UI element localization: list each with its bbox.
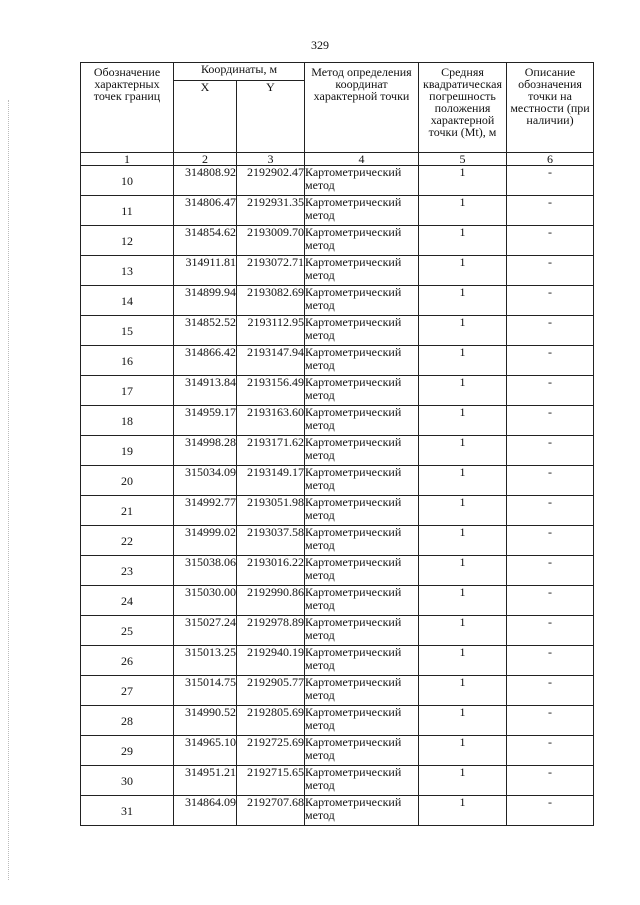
error-cell: 1 bbox=[419, 706, 507, 736]
y-coordinate-cell: 2193171.62 bbox=[237, 436, 305, 466]
y-coordinate-cell: 2193009.70 bbox=[237, 226, 305, 256]
y-coordinate-cell: 2193072.71 bbox=[237, 256, 305, 286]
method-cell: Картометрический метод bbox=[305, 736, 419, 766]
description-cell: - bbox=[507, 256, 594, 286]
method-cell: Картометрический метод bbox=[305, 346, 419, 376]
y-coordinate-cell: 2192805.69 bbox=[237, 706, 305, 736]
table-row bbox=[81, 646, 594, 676]
description-cell: - bbox=[507, 376, 594, 406]
table-row bbox=[81, 256, 594, 286]
point-id-cell: 11 bbox=[81, 196, 174, 226]
point-id-cell: 18 bbox=[81, 406, 174, 436]
x-coordinate-cell: 314806.47 bbox=[174, 196, 237, 226]
x-coordinate-cell: 315014.75 bbox=[174, 676, 237, 706]
point-id-cell: 15 bbox=[81, 316, 174, 346]
method-cell: Картометрический метод bbox=[305, 286, 419, 316]
point-id-cell: 17 bbox=[81, 376, 174, 406]
method-cell: Картометрический метод bbox=[305, 766, 419, 796]
description-cell: - bbox=[507, 706, 594, 736]
method-cell: Картометрический метод bbox=[305, 616, 419, 646]
column-number: 3 bbox=[237, 153, 305, 166]
point-id-cell: 28 bbox=[81, 706, 174, 736]
description-cell: - bbox=[507, 226, 594, 256]
table-row bbox=[81, 766, 594, 796]
x-coordinate-cell: 314854.62 bbox=[174, 226, 237, 256]
x-coordinate-cell: 314913.84 bbox=[174, 376, 237, 406]
x-coordinate-cell: 314808.92 bbox=[174, 166, 237, 196]
error-cell: 1 bbox=[419, 376, 507, 406]
table-row bbox=[81, 166, 594, 196]
table-row bbox=[81, 736, 594, 766]
error-cell: 1 bbox=[419, 796, 507, 826]
description-cell: - bbox=[507, 346, 594, 376]
column-numbers-row bbox=[81, 153, 594, 166]
x-coordinate-cell: 314899.94 bbox=[174, 286, 237, 316]
point-id-cell: 29 bbox=[81, 736, 174, 766]
description-cell: - bbox=[507, 616, 594, 646]
error-cell: 1 bbox=[419, 466, 507, 496]
error-cell: 1 bbox=[419, 406, 507, 436]
point-id-cell: 12 bbox=[81, 226, 174, 256]
method-cell: Картометрический метод bbox=[305, 796, 419, 826]
y-coordinate-cell: 2193156.49 bbox=[237, 376, 305, 406]
point-id-cell: 16 bbox=[81, 346, 174, 376]
y-coordinate-cell: 2193112.95 bbox=[237, 316, 305, 346]
x-coordinate-cell: 315038.06 bbox=[174, 556, 237, 586]
column-number: 5 bbox=[419, 153, 507, 166]
y-coordinate-cell: 2193016.22 bbox=[237, 556, 305, 586]
y-coordinate-cell: 2192990.86 bbox=[237, 586, 305, 616]
description-cell: - bbox=[507, 526, 594, 556]
method-cell: Картометрический метод bbox=[305, 196, 419, 226]
point-id-cell: 14 bbox=[81, 286, 174, 316]
table-row bbox=[81, 316, 594, 346]
table-row bbox=[81, 406, 594, 436]
table-row bbox=[81, 796, 594, 826]
point-id-cell: 21 bbox=[81, 496, 174, 526]
method-cell: Картометрический метод bbox=[305, 436, 419, 466]
method-cell: Картометрический метод bbox=[305, 526, 419, 556]
table-row bbox=[81, 436, 594, 466]
error-cell: 1 bbox=[419, 196, 507, 226]
header-coordinates: Координаты, м bbox=[174, 63, 305, 81]
header-error: Средняя квадратическая погрешность положения характерной точки (Mt), м bbox=[419, 63, 507, 153]
error-cell: 1 bbox=[419, 346, 507, 376]
method-cell: Картометрический метод bbox=[305, 586, 419, 616]
point-id-cell: 20 bbox=[81, 466, 174, 496]
header-method: Метод определения координат характерной точки bbox=[305, 63, 419, 153]
table-row bbox=[81, 466, 594, 496]
x-coordinate-cell: 314959.17 bbox=[174, 406, 237, 436]
point-id-cell: 26 bbox=[81, 646, 174, 676]
point-id-cell: 24 bbox=[81, 586, 174, 616]
error-cell: 1 bbox=[419, 436, 507, 466]
column-number: 4 bbox=[305, 153, 419, 166]
x-coordinate-cell: 314990.52 bbox=[174, 706, 237, 736]
error-cell: 1 bbox=[419, 526, 507, 556]
point-id-cell: 19 bbox=[81, 436, 174, 466]
left-margin-scan-marks bbox=[8, 100, 10, 880]
x-coordinate-cell: 315030.00 bbox=[174, 586, 237, 616]
y-coordinate-cell: 2192931.35 bbox=[237, 196, 305, 226]
header-description: Описание обозначения точки на местности (при наличии) bbox=[507, 63, 594, 153]
error-cell: 1 bbox=[419, 766, 507, 796]
method-cell: Картометрический метод bbox=[305, 226, 419, 256]
table-row bbox=[81, 616, 594, 646]
description-cell: - bbox=[507, 736, 594, 766]
error-cell: 1 bbox=[419, 256, 507, 286]
description-cell: - bbox=[507, 556, 594, 586]
point-id-cell: 31 bbox=[81, 796, 174, 826]
table-row bbox=[81, 526, 594, 556]
error-cell: 1 bbox=[419, 616, 507, 646]
y-coordinate-cell: 2192902.47 bbox=[237, 166, 305, 196]
method-cell: Картометрический метод bbox=[305, 646, 419, 676]
method-cell: Картометрический метод bbox=[305, 556, 419, 586]
x-coordinate-cell: 314999.02 bbox=[174, 526, 237, 556]
description-cell: - bbox=[507, 796, 594, 826]
table-row bbox=[81, 496, 594, 526]
y-coordinate-cell: 2192707.68 bbox=[237, 796, 305, 826]
page-number: 329 bbox=[311, 38, 329, 52]
method-cell: Картометрический метод bbox=[305, 706, 419, 736]
table-row bbox=[81, 376, 594, 406]
y-coordinate-cell: 2192725.69 bbox=[237, 736, 305, 766]
error-cell: 1 bbox=[419, 586, 507, 616]
header-y: Y bbox=[237, 81, 305, 153]
error-cell: 1 bbox=[419, 496, 507, 526]
table-row bbox=[81, 556, 594, 586]
table-row bbox=[81, 676, 594, 706]
boundary-points-table bbox=[80, 62, 594, 826]
description-cell: - bbox=[507, 676, 594, 706]
error-cell: 1 bbox=[419, 316, 507, 346]
y-coordinate-cell: 2193149.17 bbox=[237, 466, 305, 496]
y-coordinate-cell: 2193037.58 bbox=[237, 526, 305, 556]
method-cell: Картометрический метод bbox=[305, 166, 419, 196]
y-coordinate-cell: 2193163.60 bbox=[237, 406, 305, 436]
column-number: 1 bbox=[81, 153, 174, 166]
description-cell: - bbox=[507, 496, 594, 526]
description-cell: - bbox=[507, 316, 594, 346]
description-cell: - bbox=[507, 406, 594, 436]
method-cell: Картометрический метод bbox=[305, 256, 419, 286]
error-cell: 1 bbox=[419, 286, 507, 316]
y-coordinate-cell: 2193082.69 bbox=[237, 286, 305, 316]
point-id-cell: 30 bbox=[81, 766, 174, 796]
x-coordinate-cell: 314951.21 bbox=[174, 766, 237, 796]
x-coordinate-cell: 315013.25 bbox=[174, 646, 237, 676]
y-coordinate-cell: 2192978.89 bbox=[237, 616, 305, 646]
y-coordinate-cell: 2193051.98 bbox=[237, 496, 305, 526]
column-number: 6 bbox=[507, 153, 594, 166]
x-coordinate-cell: 314998.28 bbox=[174, 436, 237, 466]
method-cell: Картометрический метод bbox=[305, 496, 419, 526]
point-id-cell: 25 bbox=[81, 616, 174, 646]
point-id-cell: 27 bbox=[81, 676, 174, 706]
table-row bbox=[81, 286, 594, 316]
header-x: X bbox=[174, 81, 237, 153]
error-cell: 1 bbox=[419, 646, 507, 676]
y-coordinate-cell: 2192940.19 bbox=[237, 646, 305, 676]
description-cell: - bbox=[507, 586, 594, 616]
error-cell: 1 bbox=[419, 736, 507, 766]
method-cell: Картометрический метод bbox=[305, 676, 419, 706]
x-coordinate-cell: 314864.09 bbox=[174, 796, 237, 826]
table-row bbox=[81, 586, 594, 616]
point-id-cell: 13 bbox=[81, 256, 174, 286]
method-cell: Картометрический метод bbox=[305, 376, 419, 406]
x-coordinate-cell: 314992.77 bbox=[174, 496, 237, 526]
table-row bbox=[81, 706, 594, 736]
y-coordinate-cell: 2193147.94 bbox=[237, 346, 305, 376]
x-coordinate-cell: 315027.24 bbox=[174, 616, 237, 646]
point-id-cell: 22 bbox=[81, 526, 174, 556]
x-coordinate-cell: 314852.52 bbox=[174, 316, 237, 346]
description-cell: - bbox=[507, 436, 594, 466]
description-cell: - bbox=[507, 646, 594, 676]
y-coordinate-cell: 2192905.77 bbox=[237, 676, 305, 706]
description-cell: - bbox=[507, 286, 594, 316]
x-coordinate-cell: 315034.09 bbox=[174, 466, 237, 496]
error-cell: 1 bbox=[419, 676, 507, 706]
table-body bbox=[81, 166, 594, 826]
method-cell: Картометрический метод bbox=[305, 316, 419, 346]
column-number: 2 bbox=[174, 153, 237, 166]
table-row bbox=[81, 226, 594, 256]
description-cell: - bbox=[507, 166, 594, 196]
description-cell: - bbox=[507, 766, 594, 796]
x-coordinate-cell: 314965.10 bbox=[174, 736, 237, 766]
error-cell: 1 bbox=[419, 226, 507, 256]
method-cell: Картометрический метод bbox=[305, 406, 419, 436]
point-id-cell: 23 bbox=[81, 556, 174, 586]
method-cell: Картометрический метод bbox=[305, 466, 419, 496]
table-row bbox=[81, 196, 594, 226]
x-coordinate-cell: 314911.81 bbox=[174, 256, 237, 286]
y-coordinate-cell: 2192715.65 bbox=[237, 766, 305, 796]
table-row bbox=[81, 346, 594, 376]
error-cell: 1 bbox=[419, 166, 507, 196]
description-cell: - bbox=[507, 466, 594, 496]
table-header bbox=[81, 63, 594, 166]
description-cell: - bbox=[507, 196, 594, 226]
error-cell: 1 bbox=[419, 556, 507, 586]
x-coordinate-cell: 314866.42 bbox=[174, 346, 237, 376]
point-id-cell: 10 bbox=[81, 166, 174, 196]
header-point-designation: Обозначение характерных точек границ bbox=[81, 63, 174, 153]
